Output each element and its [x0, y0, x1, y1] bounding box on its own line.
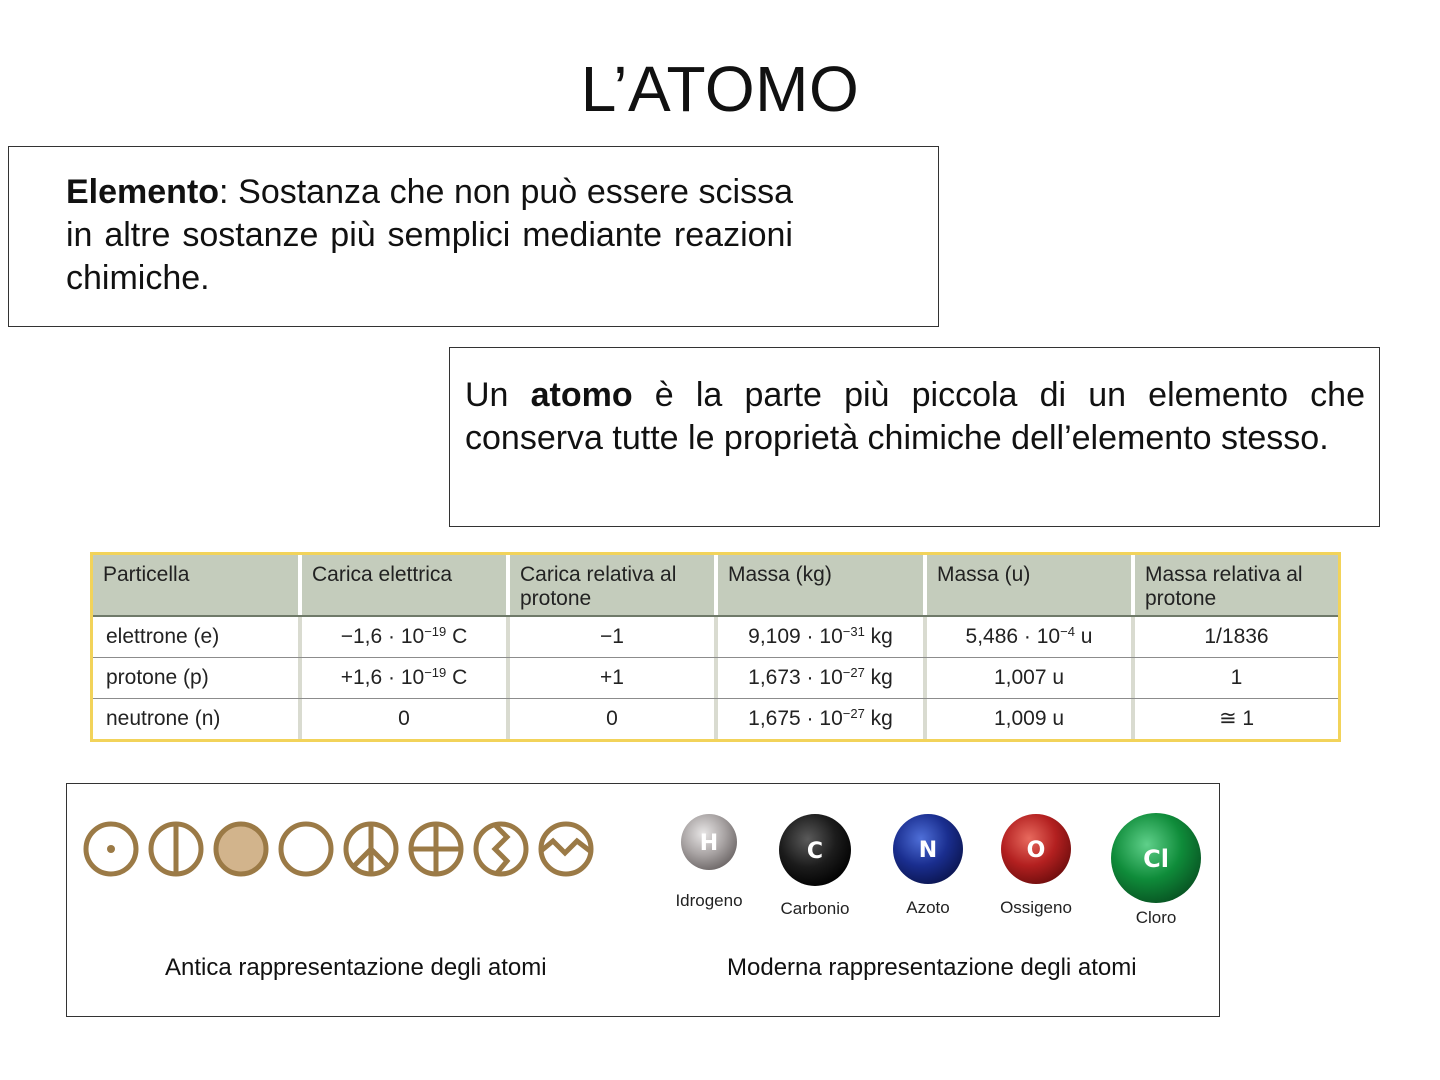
page-title: L’ATOMO — [580, 53, 860, 125]
value-unit: C — [446, 666, 468, 689]
cell-massa-kg — [718, 617, 927, 657]
atom-symbol: O — [1026, 838, 1046, 863]
atom-hydrogen — [654, 812, 764, 911]
value-exponent: −27 — [842, 665, 865, 680]
atom-symbol: H — [699, 831, 719, 856]
value-exponent: −4 — [1060, 624, 1075, 639]
atom-nitrogen — [873, 812, 983, 918]
atom-name: Idrogeno — [675, 891, 743, 910]
atomo-text: è la parte più piccola di un elemento che conserva tutte le proprietà chimiche dell’elemento stesso. — [465, 376, 1365, 457]
carbon-sphere-icon — [777, 812, 853, 888]
atomo-term: atomo — [530, 376, 633, 414]
atomo-definition — [465, 374, 1365, 460]
value-base: 1,009 u — [993, 707, 1065, 730]
table-row — [93, 658, 1338, 699]
cell-carica-relativa: +1 — [510, 658, 718, 698]
ancient-vertical-line-circle-icon — [151, 824, 201, 874]
header-particella: Particella — [93, 555, 302, 615]
table-header-row — [93, 555, 1338, 617]
value-exponent: −31 — [842, 624, 865, 639]
hydrogen-sphere-icon — [679, 812, 739, 872]
header-carica: Carica elettrica — [302, 555, 510, 615]
value-unit: C — [446, 625, 468, 648]
value-base: 1,673 · 10 — [748, 666, 843, 689]
header-carica-relativa: Carica relativa al protone — [510, 555, 718, 615]
value-base: −1,6 · 10 — [340, 625, 425, 648]
value-base: 0 — [398, 707, 410, 730]
value-unit: kg — [864, 666, 893, 689]
cell-massa-kg — [718, 699, 927, 739]
cell-carica — [302, 617, 510, 657]
value-unit: u — [1074, 625, 1093, 648]
ancient-zigzag-circle-icon — [476, 824, 526, 874]
value-base: 1,675 · 10 — [748, 707, 843, 730]
atomo-prefix: Un — [465, 376, 531, 414]
cell-carica-relativa: 0 — [510, 699, 718, 739]
particle-table — [90, 552, 1341, 742]
cell-carica — [302, 699, 510, 739]
atom-symbol: C — [806, 839, 824, 864]
cell-particella: protone (p) — [93, 658, 302, 698]
atomo-definition-box — [449, 347, 1380, 527]
ancient-atom-symbols — [83, 819, 603, 879]
table-row — [93, 699, 1338, 739]
elemento-text: : Sostanza che non può essere scissa in altre sostanze più semplici mediante reazioni chimiche. — [66, 173, 793, 297]
cell-massa-relativa: ≅ 1 — [1218, 707, 1255, 730]
elemento-definition-box — [8, 146, 939, 327]
atom-chlorine — [1101, 812, 1211, 928]
cell-massa-u — [927, 658, 1135, 698]
value-base: +1,6 · 10 — [340, 666, 425, 689]
cell-carica — [302, 658, 510, 698]
header-massa-u: Massa (u) — [927, 555, 1135, 615]
modern-caption: Moderna rappresentazione degli atomi — [727, 954, 1137, 981]
header-massa-relativa: Massa relativa al protone — [1135, 555, 1338, 615]
cell-carica-relativa: −1 — [510, 617, 718, 657]
value-base: 9,109 · 10 — [748, 625, 843, 648]
value-base: 1,007 u — [993, 666, 1065, 689]
ancient-peace-circle-icon — [346, 824, 396, 874]
value-exponent: −19 — [424, 624, 447, 639]
header-massa-kg: Massa (kg) — [718, 555, 927, 615]
atom-name: Cloro — [1135, 908, 1177, 927]
atom-symbol: Cl — [1143, 845, 1169, 873]
oxygen-sphere-icon — [999, 812, 1073, 886]
nitrogen-sphere-icon — [891, 812, 965, 886]
ancient-caption: Antica rappresentazione degli atomi — [165, 954, 547, 981]
cell-particella: elettrone (e) — [93, 617, 302, 657]
ancient-wave-circle-icon — [541, 824, 591, 874]
value-exponent: −19 — [424, 665, 447, 680]
cell-massa-u — [927, 699, 1135, 739]
elemento-term: Elemento — [66, 173, 220, 211]
cell-massa-relativa: 1 — [1230, 666, 1243, 689]
ancient-filled-circle-icon — [216, 824, 266, 874]
atom-name: Carbonio — [780, 899, 850, 918]
value-exponent: −27 — [842, 706, 865, 721]
value-unit: kg — [864, 625, 893, 648]
atom-name: Ossigeno — [1000, 898, 1072, 917]
ancient-dot-circle-icon — [86, 824, 136, 874]
cell-massa-u — [927, 617, 1135, 657]
atom-representation-box — [66, 783, 1220, 1017]
atom-carbon — [760, 812, 870, 919]
cell-massa-relativa: 1/1836 — [1204, 625, 1269, 648]
atom-oxygen — [981, 812, 1091, 918]
atom-name: Azoto — [906, 898, 950, 917]
value-base: 5,486 · 10 — [965, 625, 1061, 648]
value-unit: kg — [864, 707, 893, 730]
cell-massa-kg — [718, 658, 927, 698]
elemento-definition — [66, 171, 793, 300]
chlorine-sphere-icon — [1110, 812, 1202, 904]
atom-symbol: N — [918, 838, 938, 863]
ancient-cross-circle-icon — [411, 824, 461, 874]
ancient-empty-circle-icon — [281, 824, 331, 874]
table-row — [93, 617, 1338, 658]
cell-particella: neutrone (n) — [93, 699, 302, 739]
